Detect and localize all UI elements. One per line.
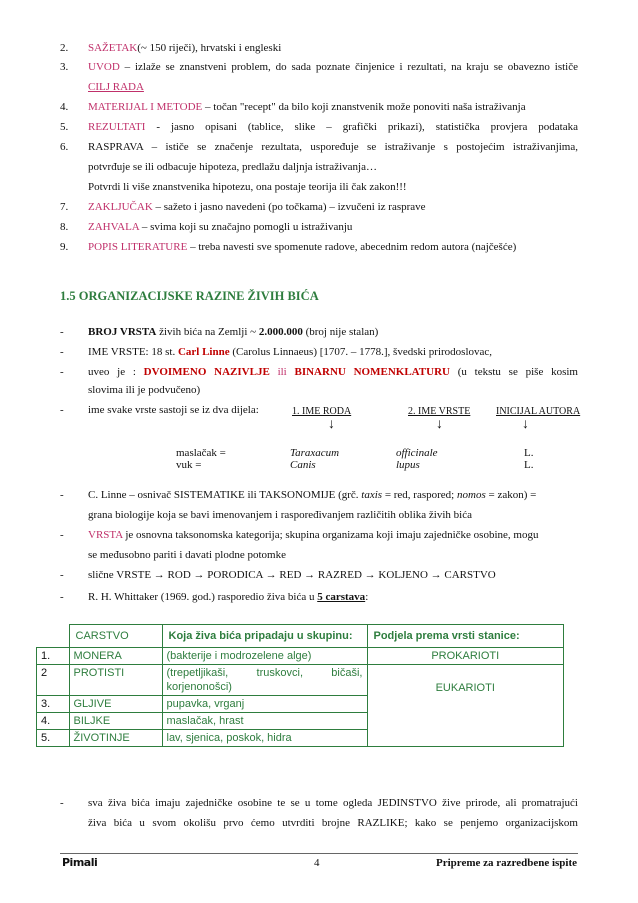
item-term: CILJ RADA bbox=[88, 81, 144, 93]
bullet-text: = red, raspored; bbox=[382, 489, 457, 501]
bullet-text: (Carolus Linnaeus) [1707. – 1778.], švedski prirodoslovac, bbox=[229, 346, 493, 358]
row-number: 2 bbox=[37, 665, 70, 696]
example-genus: Taraxacum bbox=[290, 447, 340, 459]
footer-logo: Pimali bbox=[62, 856, 98, 869]
row-number: 4. bbox=[37, 713, 70, 730]
cell-type-eukaryote: EUKARIOTI bbox=[367, 665, 564, 747]
numbered-item bbox=[60, 180, 407, 194]
item-number: 2. bbox=[60, 42, 69, 54]
bullet-dash: - bbox=[60, 346, 64, 358]
bullet-dash: - bbox=[60, 529, 64, 541]
item-number: 8. bbox=[60, 221, 69, 233]
table-row bbox=[37, 648, 564, 665]
cell-type-prokaryote: PROKARIOTI bbox=[367, 648, 564, 665]
bullet-text: se međusobno pariti i davati plodne potomke bbox=[88, 549, 286, 561]
bullet-text: živa bića u svom okolišu prvo ćemo utvrditi brojne RAZLIKE; kako se penjemo organizacijskom bbox=[88, 817, 578, 829]
footer-divider bbox=[60, 853, 578, 854]
bullet-dash: - bbox=[60, 569, 64, 581]
table-header: Podjela prema vrsti stanice: bbox=[367, 625, 564, 648]
item-text: Potvrdi li više znanstvenika hipotezu, ona postaje teorija ili čak zakon!!! bbox=[88, 181, 407, 193]
row-number: 1. bbox=[37, 648, 70, 665]
item-text: - jasno opisani (tablice, slike – grafički prikazi), statistička provjera podataka bbox=[145, 121, 578, 133]
example-name: maslačak = bbox=[176, 447, 226, 459]
item-text: – svima koji su značajno pomogli u istraživanju bbox=[139, 221, 353, 233]
kingdom-name: BILJKE bbox=[69, 713, 162, 730]
kingdom-name: PROTISTI bbox=[69, 665, 162, 696]
numbered-item bbox=[60, 140, 578, 154]
bullet-nomenclature bbox=[88, 365, 578, 379]
header-genus: 1. IME RODA bbox=[292, 406, 352, 417]
item-number: 6. bbox=[60, 141, 69, 153]
kingdom-name: ŽIVOTINJE bbox=[69, 730, 162, 747]
bullet-text: BROJ VRSTA bbox=[88, 326, 157, 338]
bullet-text: sva živa bića imaju zajedničke osobine te se u tome ogleda JEDINSTVO žive prirode, ali promatrajući bbox=[88, 797, 578, 809]
bullet-species-name bbox=[88, 345, 492, 359]
item-text: – sažeto i jasno navedeni (po točkama) – izvučeni iz rasprave bbox=[152, 201, 426, 213]
item-text: – točan "recept" da bilo koji znanstvenik može ponoviti naša istraživanja bbox=[202, 101, 526, 113]
kingdom-members: (trepetljikaši, truskovci, bičaši, korjenonošci) bbox=[162, 665, 367, 696]
bullet-text: BINARNU NOMENKLATURU bbox=[294, 366, 450, 378]
bullet-hierarchy: slične VRSTE → ROD → PORODICA → RED → RAZRED → KOLJENO → CARSTVO bbox=[88, 569, 496, 581]
item-term: UVOD bbox=[88, 61, 120, 73]
item-number: 7. bbox=[60, 201, 69, 213]
numbered-item bbox=[60, 220, 352, 234]
example-name: vuk = bbox=[176, 459, 202, 471]
row-number: 3. bbox=[37, 696, 70, 713]
bullet-text: ili bbox=[277, 366, 295, 378]
section-heading: 1.5 ORGANIZACIJSKE RAZINE ŽIVIH BIĆA bbox=[60, 289, 319, 303]
bullet-text: slovima ili je podvučeno) bbox=[88, 384, 201, 396]
bullet-dash: - bbox=[60, 404, 64, 416]
bullet-whittaker: R. H. Whittaker (1969. god.) rasporedio živa bića u 5 carstava: bbox=[88, 591, 369, 603]
kingdom-name: MONERA bbox=[69, 648, 162, 665]
numbered-item bbox=[60, 80, 144, 94]
kingdoms-table bbox=[36, 624, 564, 747]
arrow-down-icon: ↓ bbox=[436, 417, 443, 432]
bullet-text: R. H. Whittaker (1969. god.) rasporedio živa bića u bbox=[88, 591, 318, 603]
table-header: CARSTVO bbox=[69, 625, 162, 648]
bullet-text: živih bića na Zemlji ~ bbox=[156, 326, 259, 338]
numbered-item bbox=[60, 200, 426, 214]
bullet-taxonomy bbox=[88, 488, 536, 502]
bullet-dash: - bbox=[60, 326, 64, 338]
item-text: RASPRAVA – ističe se značenje rezultata, uspoređuje se istraživanje s postojećim istraživanjima, bbox=[88, 141, 578, 153]
bullet-text: DVOIMENO NAZIVLJE bbox=[143, 366, 270, 378]
row-number: 5. bbox=[37, 730, 70, 747]
item-number: 4. bbox=[60, 101, 69, 113]
arrow-down-icon: ↓ bbox=[328, 417, 335, 432]
header-species: 2. IME VRSTE bbox=[408, 406, 471, 417]
bullet-text: 5 carstava bbox=[317, 591, 366, 603]
numbered-item bbox=[60, 100, 526, 114]
bullet-text: ime svake vrste sastoji se iz dva dijela: bbox=[88, 404, 259, 416]
item-text: – izlaže se znanstveni problem, do sada poznate činjenice i rezultati, na kraju se obavezno ističe bbox=[119, 61, 578, 73]
bullet-dash: - bbox=[60, 591, 64, 603]
bullet-text: uveo je : bbox=[88, 366, 144, 378]
example-author: L. bbox=[524, 459, 534, 471]
table-header: Koja živa bića pripadaju u skupinu: bbox=[162, 625, 367, 648]
bullet-text: taxis bbox=[361, 489, 383, 501]
item-text: potvrđuje se ili odbacuje hipoteza, predlažu daljnja istraživanja… bbox=[88, 161, 377, 173]
item-number: 5. bbox=[60, 121, 69, 133]
bullet-text: IME VRSTE: 18 st. bbox=[88, 346, 178, 358]
example-species: officinale bbox=[396, 447, 438, 459]
item-term: MATERIJAL I METODE bbox=[88, 101, 203, 113]
item-term: SAŽETAK bbox=[88, 42, 138, 54]
item-term: REZULTATI bbox=[88, 121, 146, 133]
bullet-text: je osnovna taksonomska kategorija; skupina organizama koji imaju zajedničke osobine, mogu bbox=[122, 529, 539, 541]
footer-title: Pripreme za razredbene ispite bbox=[436, 857, 578, 869]
numbered-item bbox=[60, 160, 377, 174]
item-text: (~ 150 riječi), hrvatski i engleski bbox=[137, 42, 282, 54]
item-text: – treba navesti sve spomenute radove, abecednim redom autora (najčešće) bbox=[187, 241, 517, 253]
bullet-species-def bbox=[88, 528, 538, 542]
item-term: POPIS LITERATURE bbox=[88, 241, 188, 253]
bullet-text: (broj nije stalan) bbox=[302, 326, 379, 338]
numbered-item bbox=[60, 240, 516, 254]
bullet-text: VRSTA bbox=[88, 529, 123, 541]
arrow-down-icon: ↓ bbox=[522, 417, 529, 432]
item-term: ZAHVALA bbox=[88, 221, 140, 233]
table-header-row bbox=[37, 625, 564, 648]
bullet-dash: - bbox=[60, 797, 64, 809]
bullet-text: Carl Linne bbox=[177, 346, 230, 358]
bullet-text: nomos bbox=[457, 489, 486, 501]
example-species: lupus bbox=[396, 459, 420, 471]
page-number: 4 bbox=[314, 857, 320, 869]
numbered-item bbox=[60, 120, 578, 134]
kingdom-members: (bakterije i modrozelene alge) bbox=[162, 648, 367, 665]
bullet-text: (u tekstu se piše kosim bbox=[457, 366, 578, 378]
kingdom-members: pupavka, vrganj bbox=[162, 696, 367, 713]
bullet-dash: - bbox=[60, 489, 64, 501]
table-row bbox=[37, 665, 564, 696]
kingdom-members: lav, sjenica, poskok, hidra bbox=[162, 730, 367, 747]
bullet-text: C. Linne – osnivač SISTEMATIKE ili TAKSONOMIJE (grč. bbox=[88, 489, 362, 501]
bullet-dash: - bbox=[60, 366, 64, 378]
bullet-text: = zakon) = bbox=[485, 489, 537, 501]
bullet-text: grana biologije koja se bavi imenovanjem i raspoređivanjem različitih oblika živih bića bbox=[88, 509, 472, 521]
numbered-item bbox=[60, 41, 281, 55]
kingdom-members: maslačak, hrast bbox=[162, 713, 367, 730]
header-author: INICIJAL AUTORA bbox=[496, 406, 581, 417]
item-term: ZAKLJUČAK bbox=[88, 201, 153, 213]
numbered-item bbox=[60, 60, 578, 74]
item-number: 9. bbox=[60, 241, 69, 253]
example-genus: Canis bbox=[290, 459, 316, 471]
kingdom-name: GLJIVE bbox=[69, 696, 162, 713]
example-author: L. bbox=[524, 447, 534, 459]
item-number: 3. bbox=[60, 61, 69, 73]
bullet-text: 2.000.000 bbox=[258, 326, 303, 338]
bullet-species-count bbox=[88, 325, 378, 339]
